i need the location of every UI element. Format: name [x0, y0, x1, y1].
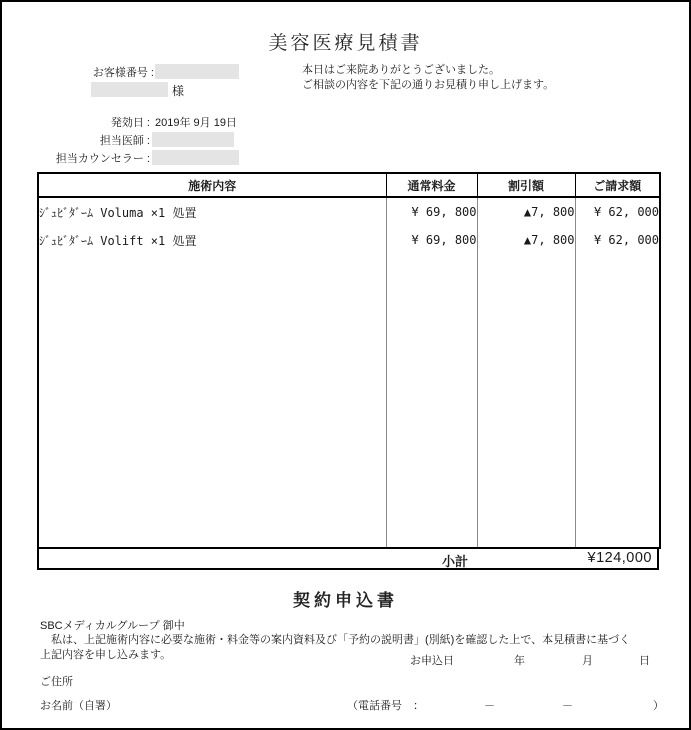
customer-name-suffix: 様	[172, 84, 185, 98]
contract-title: 契約申込書	[293, 591, 398, 610]
greeting-text	[302, 63, 554, 93]
phone-number-label: （電話番号 ：	[347, 700, 424, 712]
treatment-cell: ｼﾞｭﾋﾞﾀﾞｰﾑ Volift ×1 処置	[39, 233, 197, 248]
counselor-redaction	[152, 150, 239, 165]
subtotal-value: ¥124,000	[587, 550, 652, 566]
column-header-regular-price: 通常料金	[386, 173, 477, 197]
estimate-table-header	[38, 173, 660, 197]
estimate-table	[37, 172, 661, 549]
subtotal-row	[37, 547, 659, 570]
subtotal-label: 小計	[442, 554, 469, 569]
regular-price-cell: ¥ 69, 800	[386, 197, 477, 226]
phone-close-paren: ）	[653, 700, 664, 712]
treatment-cell: ｼﾞｭﾋﾞﾀﾞｰﾑ Voluma ×1 処置	[39, 205, 197, 220]
issue-date-label: 発効日 :	[110, 117, 150, 129]
page-title: 美容医療見積書	[268, 33, 423, 54]
billed-cell: ¥ 62, 000	[575, 226, 660, 254]
counselor-label: 担当カウンセラー :	[55, 153, 150, 165]
contract-body-line-1: 私は、上記施術内容に必要な施術・料金等の案内資料及び「予約の説明書」(別紙)を確認した上で、本見積書に基づく	[40, 634, 631, 646]
contract-addressee: SBCメディカルグループ 御中	[40, 620, 185, 632]
apply-date-year-label: 年	[514, 655, 525, 667]
phone-dash-1: －	[484, 700, 495, 712]
customer-number-label: お客様番号 :	[92, 67, 154, 79]
column-header-discount: 割引額	[477, 173, 575, 197]
column-header-treatment: 施術内容	[38, 173, 386, 197]
issue-date-value: 2019年 9月 19日	[155, 117, 237, 129]
table-filler-row	[38, 254, 660, 549]
apply-date-day-label: 日	[639, 655, 650, 667]
phone-dash-2: －	[562, 700, 573, 712]
apply-date-month-label: 月	[582, 655, 593, 667]
discount-cell: ▲7, 800	[477, 226, 575, 254]
signature-name-label: お名前（自署）	[40, 700, 117, 712]
contract-body-line-2: 上記内容を申し込みます。	[40, 649, 172, 661]
billed-cell: ¥ 62, 000	[575, 197, 660, 226]
regular-price-cell: ¥ 69, 800	[386, 226, 477, 254]
customer-number-redaction	[155, 64, 239, 79]
greeting-line-1: 本日はご来院ありがとうございました。	[302, 64, 500, 76]
column-header-billed: ご請求額	[575, 173, 660, 197]
table-row	[38, 226, 660, 254]
address-label: ご住所	[40, 676, 73, 688]
table-row	[38, 197, 660, 226]
greeting-line-2: ご相談の内容を下記の通りお見積り申し上げます。	[302, 79, 555, 91]
customer-name-redaction	[91, 82, 168, 97]
apply-date-label: お申込日	[410, 655, 454, 667]
doctor-label: 担当医師 :	[99, 135, 150, 147]
doctor-redaction	[152, 132, 234, 147]
discount-cell: ▲7, 800	[477, 197, 575, 226]
